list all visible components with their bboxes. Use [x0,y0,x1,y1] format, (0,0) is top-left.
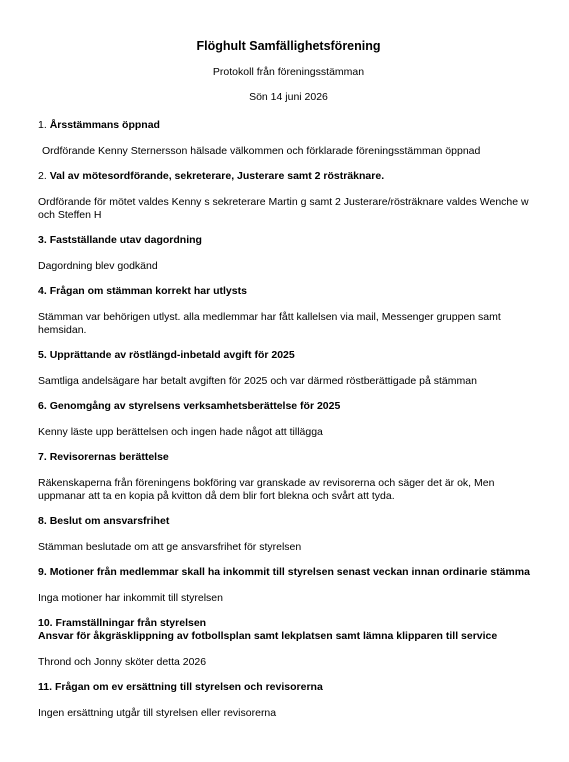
section-body: Stämman beslutade om att ge ansvarsfrihet för styrelsen [38,541,302,553]
section-title: Fastställande utav dagordning [49,234,202,246]
section-title: Genomgång av styrelsens verksamhetsberättelse för 2025 [49,400,341,412]
section-body: Ordförande för mötet valdes Kenny s sekreterare Martin g samt 2 Justerare/rösträknare valdes Wenche w och Steffen H [38,196,529,221]
section-2 [38,170,539,222]
section-heading [38,119,539,132]
section-body: Stämman var behörigen utlyst. alla medlemmar har fått kallelsen via mail, Messenger gruppen samt hemsidan. [38,311,501,336]
document-date: Sön 14 juni 2026 [249,91,328,103]
section-body: Ordförande Kenny Sternersson hälsade välkommen och förklarade föreningsstämman öppnad [42,145,481,157]
section-heading [38,234,539,247]
section-subtitle: Ansvar för åkgräsklippning av fotbollsplan samt lekplatsen samt lämna klipparen till service [38,630,498,642]
section-heading [38,681,539,694]
section-3 [38,234,539,273]
section-number: 6. [38,400,47,412]
section-7 [38,451,539,503]
section-title: Revisorernas berättelse [49,451,169,463]
section-heading [38,285,539,298]
document-subtitle: Protokoll från föreningsstämman [212,66,365,78]
section-1 [38,119,539,158]
section-number: 3. [38,234,47,246]
section-heading [38,349,539,362]
section-number: 8. [38,515,47,527]
section-title: Framställningar från styrelsen [55,617,207,629]
section-body: Samtliga andelsägare har betalt avgiften för 2025 och var därmed röstberättigade på stämman [38,375,477,387]
section-body: Räkenskaperna från föreningens bokföring var granskade av revisorerna och säger det är ok, Men uppmanar att ta en kopia på kvitton då dem blir fort blekna och svårt att tyda. [38,477,495,502]
section-heading [38,170,539,183]
section-number: 9. [38,566,47,578]
section-title: Upprättande av röstlängd-inbetald avgift för 2025 [49,349,295,361]
section-body: Thrond och Jonny sköter detta 2026 [38,656,207,668]
section-11 [38,681,539,720]
section-title: Val av mötesordförande, sekreterare, Justerare samt 2 rösträknare. [49,170,385,182]
section-number: 11. [38,681,53,693]
section-title: Motioner från medlemmar skall ha inkommit till styrelsen senast veckan innan ordinarie stämma [49,566,530,578]
section-number: 4. [38,285,47,297]
section-8 [38,515,539,554]
section-4 [38,285,539,337]
section-heading [38,566,539,579]
section-title: Beslut om ansvarsfrihet [49,515,170,527]
section-5 [38,349,539,388]
section-number: 2. [38,170,47,182]
section-heading [38,400,539,413]
document-title: Flöghult Samfällighetsförening [196,39,381,53]
section-number: 10. [38,617,53,629]
section-number: 5. [38,349,47,361]
section-heading [38,515,539,528]
section-body: Inga motioner har inkommit till styrelsen [38,592,223,604]
section-title: Frågan om stämman korrekt har utlysts [49,285,247,297]
section-9 [38,566,539,605]
section-title: Årsstämmans öppnad [49,119,160,131]
section-body: Ingen ersättning utgår till styrelsen eller revisorerna [38,707,277,719]
section-heading [38,617,539,643]
section-body: Dagordning blev godkänd [38,260,158,272]
section-10 [38,617,539,669]
section-title: Frågan om ev ersättning till styrelsen och revisorerna [54,681,323,693]
section-6 [38,400,539,439]
section-heading [38,451,539,464]
section-body: Kenny läste upp berättelsen och ingen hade något att tillägga [38,426,323,438]
section-number: 7. [38,451,47,463]
section-number: 1. [38,119,47,131]
